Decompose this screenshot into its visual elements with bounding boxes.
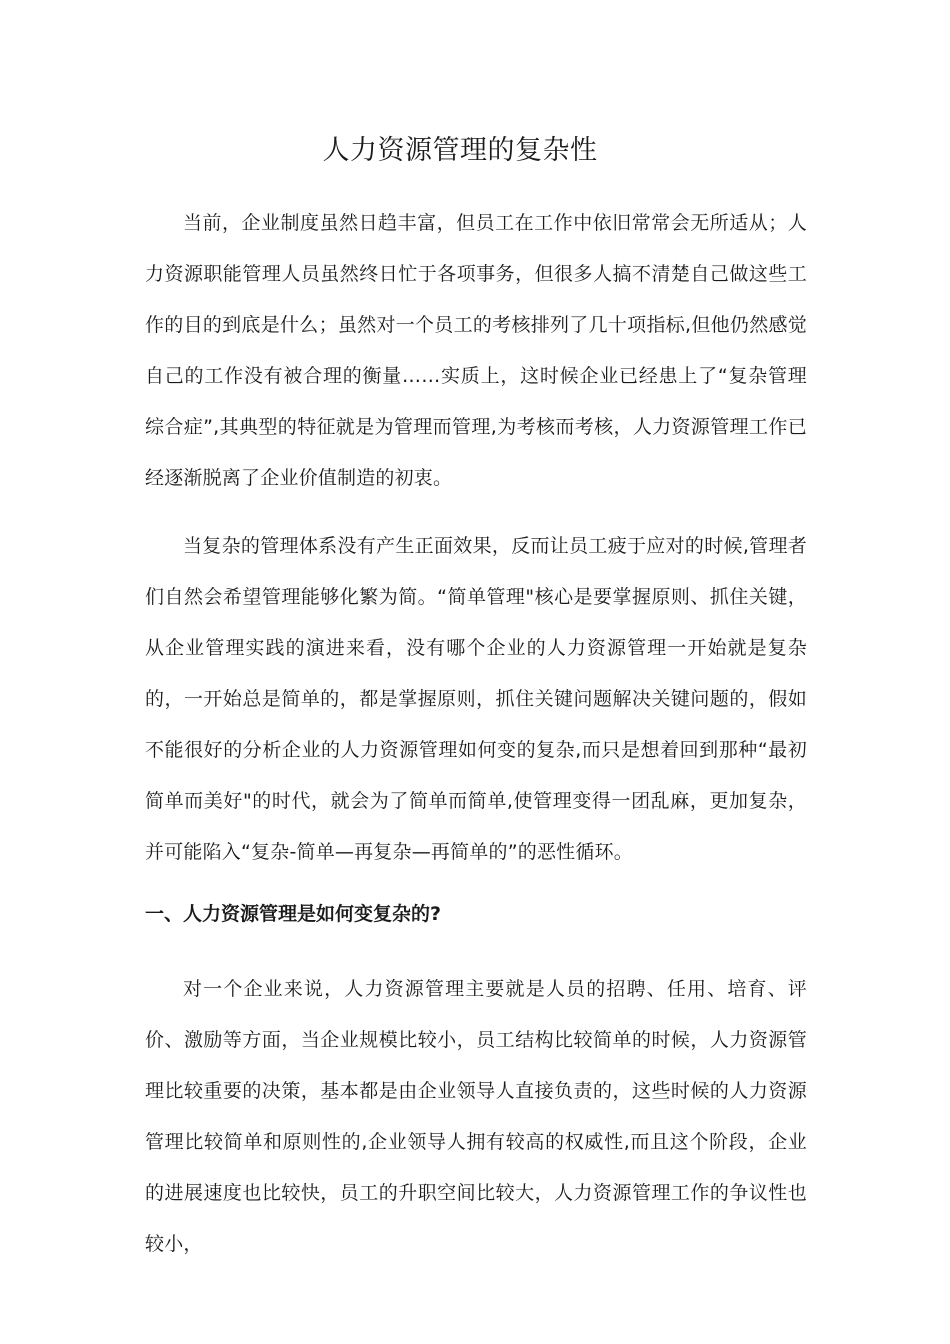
section-heading: 一、人力资源管理是如何变复杂的? xyxy=(145,903,442,925)
paragraph-simple-management: 当复杂的管理体系没有产生正面效果，反而让员工疲于应对的时候,管理者们自然会希望管理能够化繁为简。“简单管理"核心是要掌握原则、抓住关键，从企业管理实践的演进来看，没有哪个企业的人力资源管理一开始就是复杂的，一开始总是简单的，都是掌握原则，抓住关键问题解决关键问题的，假如不能很好的分析企业的人力资源管理如何变的复杂,而只是想着回到那种“最初简单而美好"的时代，就会为了简单而简单,使管理变得一团乱麻，更加复杂，并可能陷入“复杂-简单—再复杂—再简单的”的恶性循环。 xyxy=(145,535,807,863)
paragraph-section-one: 对一个企业来说，人力资源管理主要就是人员的招聘、任用、培育、评价、激励等方面，当企业规模比较小，员工结构比较简单的时候，人力资源管理比较重要的决策，基本都是由企业领导人直接负责的，这些时候的人力资源管理比较简单和原则性的,企业领导人拥有较高的权威性,而且这个阶段，企业的进展速度也比较快，员工的升职空间比较大，人力资源管理工作的争议性也较小， xyxy=(145,978,807,1255)
paragraph-intro: 当前，企业制度虽然日趋丰富，但员工在工作中依旧常常会无所适从；人力资源职能管理人员虽然终日忙于各项事务，但很多人搞不清楚自己做这些工作的目的到底是什么；虽然对一个员工的考核排列了几十项指标,但他仍然感觉自己的工作没有被合理的衡量……实质上，这时候企业已经患上了“复杂管理综合症”,其典型的特征就是为管理而管理,为考核而考核，人力资源管理工作已经逐渐脱离了企业价值制造的初衷。 xyxy=(145,212,807,489)
document-title: 人力资源管理的复杂性 xyxy=(322,135,598,166)
